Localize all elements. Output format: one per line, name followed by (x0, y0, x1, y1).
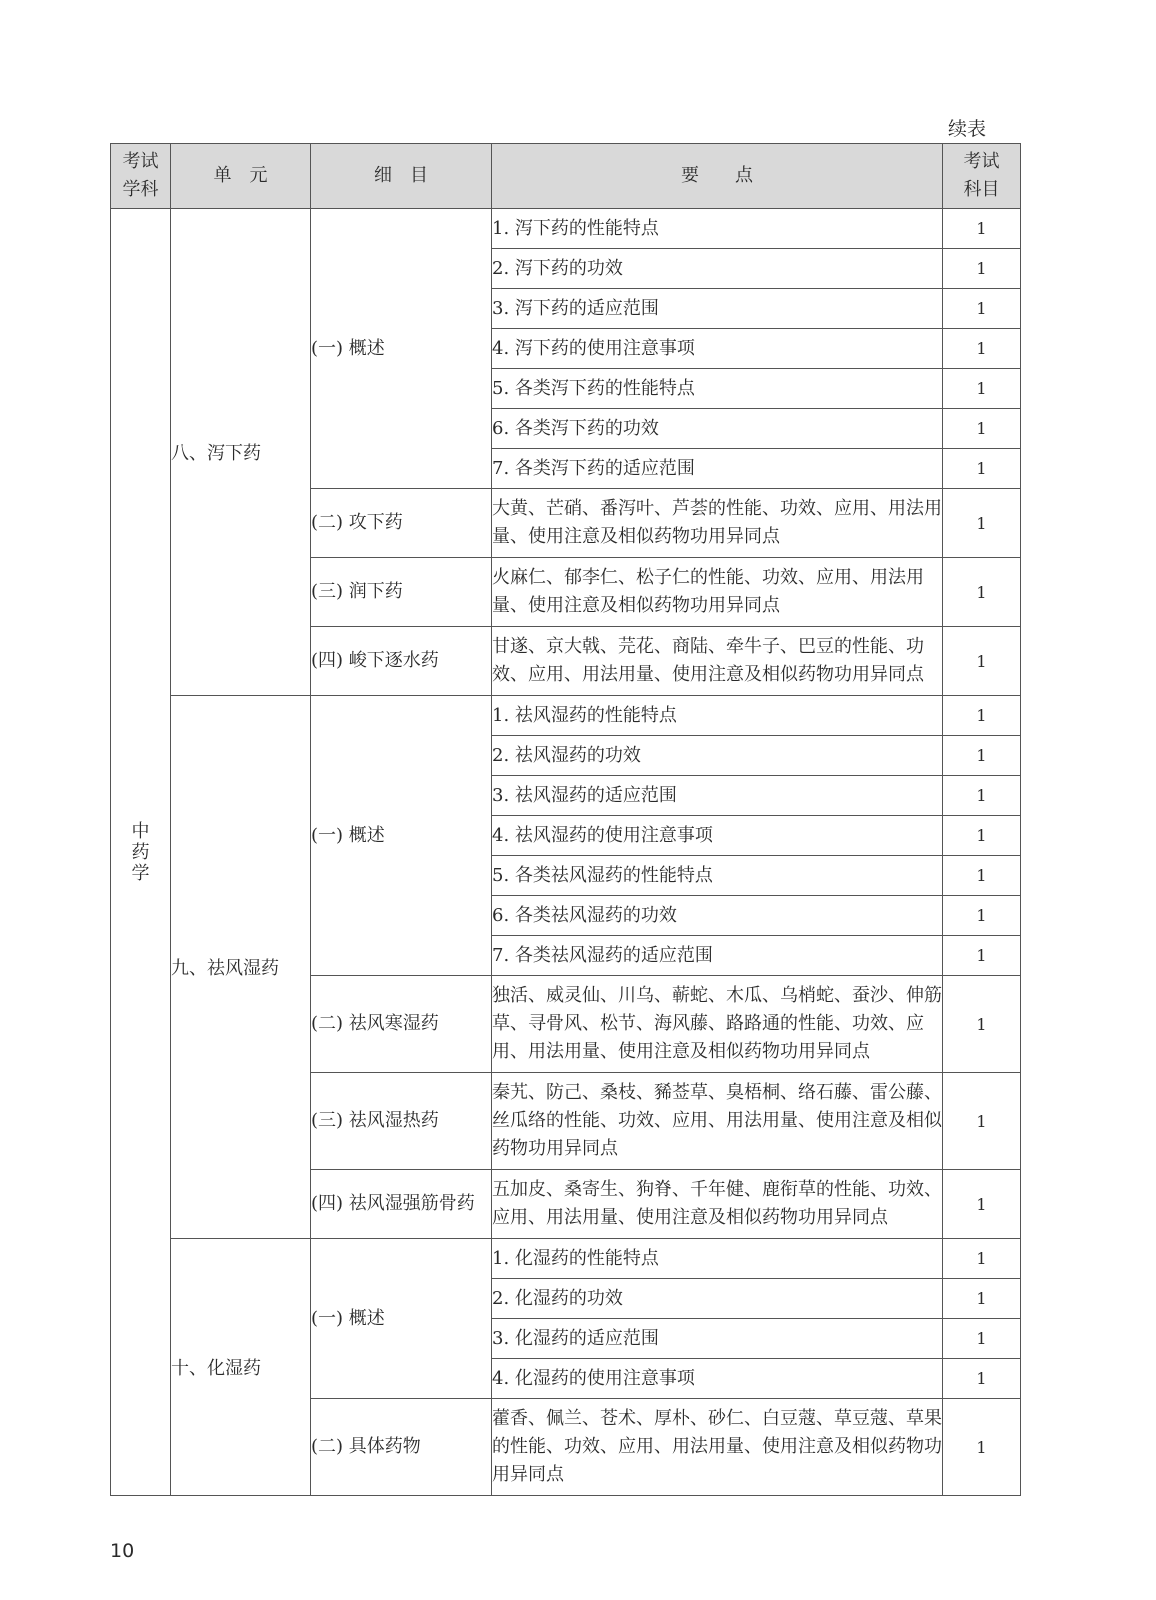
point-cell: 6. 各类祛风湿药的功效 (492, 896, 943, 936)
level-cell: 1 (943, 896, 1021, 936)
level-cell: 1 (943, 489, 1021, 558)
header-point: 要 点 (492, 144, 943, 209)
level-cell: 1 (943, 1319, 1021, 1359)
detail-cell: (三) 润下药 (311, 558, 492, 627)
level-cell: 1 (943, 1170, 1021, 1239)
header-unit: 单 元 (171, 144, 311, 209)
level-cell: 1 (943, 856, 1021, 896)
level-cell: 1 (943, 409, 1021, 449)
level-cell: 1 (943, 936, 1021, 976)
level-cell: 1 (943, 976, 1021, 1073)
level-cell: 1 (943, 289, 1021, 329)
point-cell: 秦艽、防己、桑枝、豨莶草、臭梧桐、络石藤、雷公藤、丝瓜络的性能、功效、应用、用法用量、使用注意及相似药物功用异同点 (492, 1073, 943, 1170)
syllabus-table (110, 143, 1021, 1496)
detail-cell: (一) 概述 (311, 1239, 492, 1399)
level-cell: 1 (943, 1399, 1021, 1496)
level-cell: 1 (943, 369, 1021, 409)
point-cell: 独活、威灵仙、川乌、蕲蛇、木瓜、乌梢蛇、蚕沙、伸筋草、寻骨风、松节、海风藤、路路通的性能、功效、应用、用法用量、使用注意及相似药物功用异同点 (492, 976, 943, 1073)
subject-cell: 中 药 学 (111, 209, 171, 1496)
detail-cell: (二) 具体药物 (311, 1399, 492, 1496)
detail-cell: (二) 祛风寒湿药 (311, 976, 492, 1073)
unit-cell: 九、祛风湿药 (171, 696, 311, 1239)
table-row (111, 209, 1021, 249)
header-level: 考试 科目 (943, 144, 1021, 209)
point-cell: 5. 各类祛风湿药的性能特点 (492, 856, 943, 896)
level-cell: 1 (943, 696, 1021, 736)
level-cell: 1 (943, 449, 1021, 489)
header-subject: 考试 学科 (111, 144, 171, 209)
level-cell: 1 (943, 1359, 1021, 1399)
point-cell: 甘遂、京大戟、芫花、商陆、牵牛子、巴豆的性能、功效、应用、用法用量、使用注意及相似药物功用异同点 (492, 627, 943, 696)
point-cell: 6. 各类泻下药的功效 (492, 409, 943, 449)
header-detail: 细 目 (311, 144, 492, 209)
point-cell: 4. 化湿药的使用注意事项 (492, 1359, 943, 1399)
point-cell: 大黄、芒硝、番泻叶、芦荟的性能、功效、应用、用法用量、使用注意及相似药物功用异同点 (492, 489, 943, 558)
point-cell: 2. 祛风湿药的功效 (492, 736, 943, 776)
table-row (111, 1239, 1021, 1279)
point-cell: 1. 泻下药的性能特点 (492, 209, 943, 249)
level-cell: 1 (943, 776, 1021, 816)
detail-cell: (三) 祛风湿热药 (311, 1073, 492, 1170)
point-cell: 2. 化湿药的功效 (492, 1279, 943, 1319)
point-cell: 五加皮、桑寄生、狗脊、千年健、鹿衔草的性能、功效、应用、用法用量、使用注意及相似药物功用异同点 (492, 1170, 943, 1239)
unit-cell: 八、泻下药 (171, 209, 311, 696)
level-cell: 1 (943, 627, 1021, 696)
continued-label: 续表 (947, 118, 986, 140)
point-cell: 3. 泻下药的适应范围 (492, 289, 943, 329)
point-cell: 4. 泻下药的使用注意事项 (492, 329, 943, 369)
detail-cell: (一) 概述 (311, 209, 492, 489)
point-cell: 藿香、佩兰、苍术、厚朴、砂仁、白豆蔻、草豆蔻、草果的性能、功效、应用、用法用量、使用注意及相似药物功用异同点 (492, 1399, 943, 1496)
point-cell: 5. 各类泻下药的性能特点 (492, 369, 943, 409)
table-header-row (111, 144, 1021, 209)
level-cell: 1 (943, 1279, 1021, 1319)
point-cell: 7. 各类祛风湿药的适应范围 (492, 936, 943, 976)
point-cell: 1. 祛风湿药的性能特点 (492, 696, 943, 736)
point-cell: 1. 化湿药的性能特点 (492, 1239, 943, 1279)
page-number: 10 (110, 1540, 135, 1562)
level-cell: 1 (943, 1239, 1021, 1279)
detail-cell: (四) 祛风湿强筋骨药 (311, 1170, 492, 1239)
unit-cell: 十、化湿药 (171, 1239, 311, 1496)
point-cell: 火麻仁、郁李仁、松子仁的性能、功效、应用、用法用量、使用注意及相似药物功用异同点 (492, 558, 943, 627)
level-cell: 1 (943, 558, 1021, 627)
detail-cell: (四) 峻下逐水药 (311, 627, 492, 696)
point-cell: 3. 化湿药的适应范围 (492, 1319, 943, 1359)
point-cell: 7. 各类泻下药的适应范围 (492, 449, 943, 489)
level-cell: 1 (943, 249, 1021, 289)
detail-cell: (二) 攻下药 (311, 489, 492, 558)
level-cell: 1 (943, 736, 1021, 776)
level-cell: 1 (943, 329, 1021, 369)
detail-cell: (一) 概述 (311, 696, 492, 976)
point-cell: 2. 泻下药的功效 (492, 249, 943, 289)
level-cell: 1 (943, 1073, 1021, 1170)
point-cell: 3. 祛风湿药的适应范围 (492, 776, 943, 816)
table-row (111, 696, 1021, 736)
level-cell: 1 (943, 209, 1021, 249)
point-cell: 4. 祛风湿药的使用注意事项 (492, 816, 943, 856)
level-cell: 1 (943, 816, 1021, 856)
